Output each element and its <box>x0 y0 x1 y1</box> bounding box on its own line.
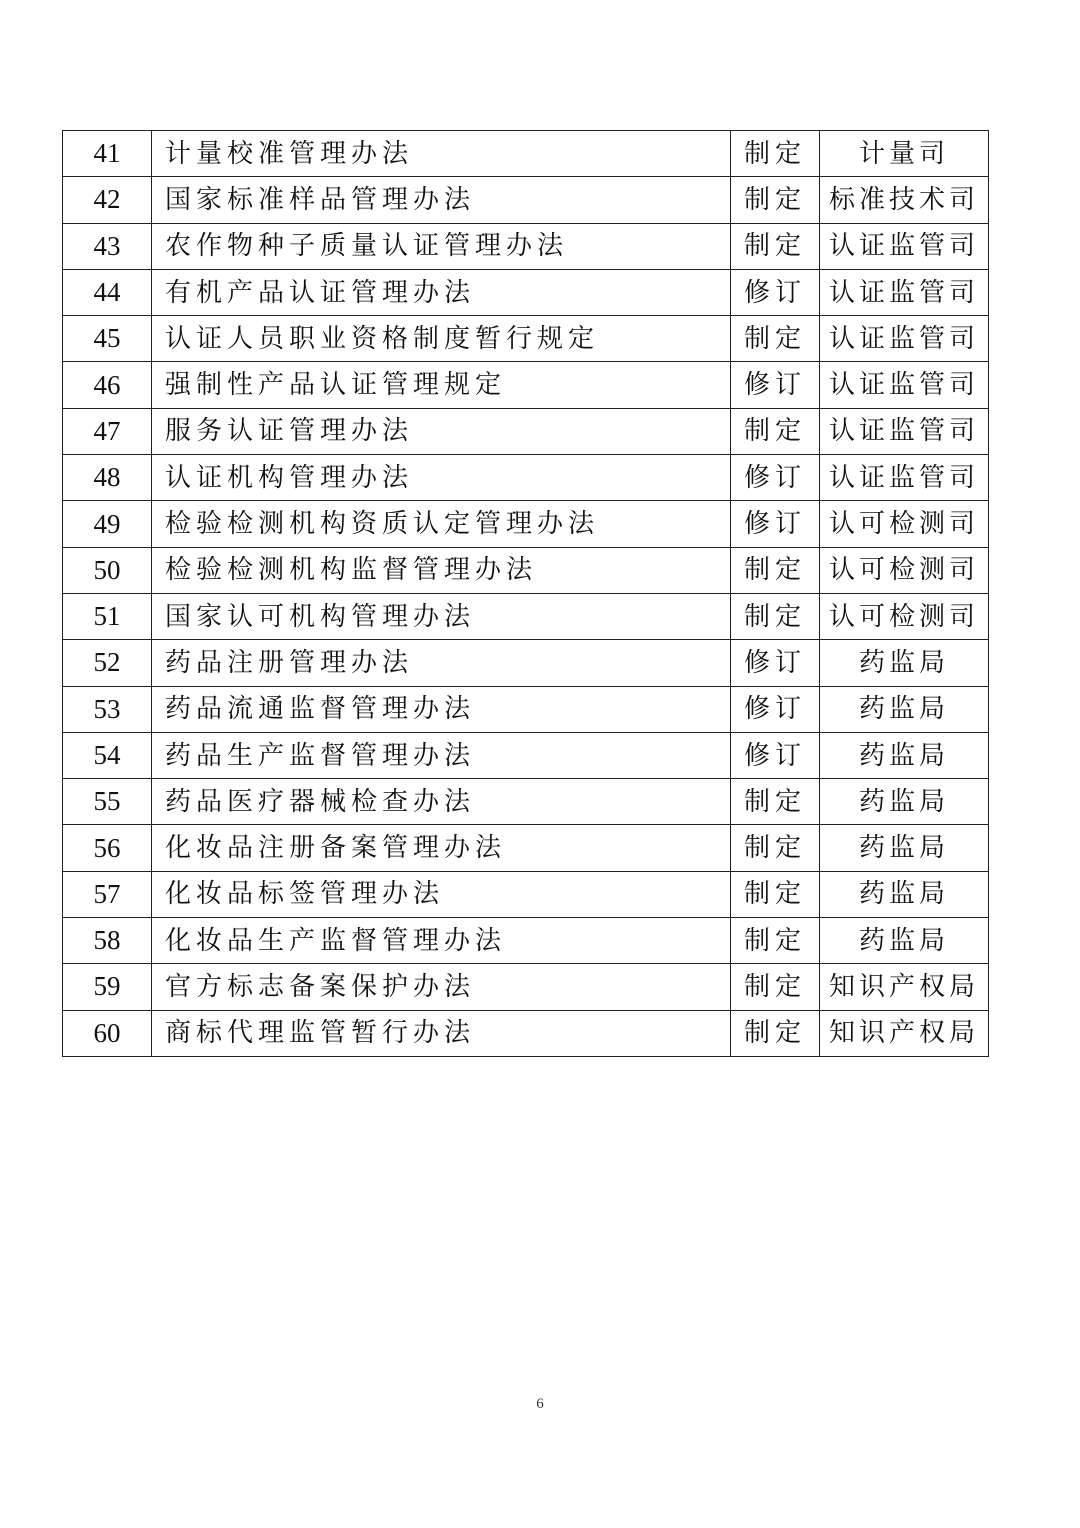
department-cell: 认可检测司 <box>820 547 989 593</box>
regulation-name-cell: 计量校准管理办法 <box>152 131 731 177</box>
table-row <box>63 269 989 315</box>
action-type-cell: 制定 <box>731 316 820 362</box>
regulation-name-cell: 认证人员职业资格制度暂行规定 <box>152 316 731 362</box>
regulation-name-cell: 药品注册管理办法 <box>152 640 731 686</box>
table-row <box>63 547 989 593</box>
table-row <box>63 871 989 917</box>
department-cell: 药监局 <box>820 686 989 732</box>
table-row <box>63 732 989 778</box>
table-row <box>63 455 989 501</box>
action-type-cell: 修订 <box>731 269 820 315</box>
table-row <box>63 640 989 686</box>
action-type-cell: 制定 <box>731 1010 820 1056</box>
department-cell: 计量司 <box>820 131 989 177</box>
department-cell: 认证监管司 <box>820 223 989 269</box>
action-type-cell: 制定 <box>731 825 820 871</box>
regulation-name-cell: 国家认可机构管理办法 <box>152 593 731 639</box>
page-number: 6 <box>536 1396 544 1412</box>
department-cell: 认证监管司 <box>820 455 989 501</box>
table-row <box>63 825 989 871</box>
regulation-name-cell: 官方标志备案保护办法 <box>152 964 731 1010</box>
table-row <box>63 1010 989 1056</box>
department-cell: 认证监管司 <box>820 316 989 362</box>
action-type-cell: 修订 <box>731 455 820 501</box>
table-row <box>63 501 989 547</box>
department-cell: 药监局 <box>820 640 989 686</box>
action-type-cell: 修订 <box>731 501 820 547</box>
row-number-cell: 44 <box>63 269 152 315</box>
action-type-cell: 制定 <box>731 131 820 177</box>
regulation-name-cell: 国家标准样品管理办法 <box>152 177 731 223</box>
department-cell: 标准技术司 <box>820 177 989 223</box>
department-cell: 认可检测司 <box>820 501 989 547</box>
department-cell: 药监局 <box>820 732 989 778</box>
row-number-cell: 53 <box>63 686 152 732</box>
action-type-cell: 修订 <box>731 640 820 686</box>
row-number-cell: 47 <box>63 408 152 454</box>
row-number-cell: 43 <box>63 223 152 269</box>
regulations-table <box>62 130 989 1057</box>
table-row <box>63 593 989 639</box>
regulation-name-cell: 检验检测机构资质认定管理办法 <box>152 501 731 547</box>
regulation-name-cell: 农作物种子质量认证管理办法 <box>152 223 731 269</box>
row-number-cell: 45 <box>63 316 152 362</box>
row-number-cell: 57 <box>63 871 152 917</box>
action-type-cell: 制定 <box>731 593 820 639</box>
table-row <box>63 918 989 964</box>
department-cell: 认证监管司 <box>820 362 989 408</box>
table-row <box>63 177 989 223</box>
row-number-cell: 41 <box>63 131 152 177</box>
action-type-cell: 制定 <box>731 223 820 269</box>
regulation-name-cell: 药品医疗器械检查办法 <box>152 779 731 825</box>
regulation-name-cell: 有机产品认证管理办法 <box>152 269 731 315</box>
table-row <box>63 362 989 408</box>
regulation-name-cell: 药品流通监督管理办法 <box>152 686 731 732</box>
regulation-name-cell: 化妆品标签管理办法 <box>152 871 731 917</box>
table-row <box>63 223 989 269</box>
regulation-name-cell: 强制性产品认证管理规定 <box>152 362 731 408</box>
row-number-cell: 56 <box>63 825 152 871</box>
regulation-name-cell: 商标代理监管暂行办法 <box>152 1010 731 1056</box>
table-row <box>63 408 989 454</box>
department-cell: 认证监管司 <box>820 269 989 315</box>
department-cell: 药监局 <box>820 825 989 871</box>
row-number-cell: 59 <box>63 964 152 1010</box>
table-row <box>63 686 989 732</box>
row-number-cell: 58 <box>63 918 152 964</box>
regulation-name-cell: 化妆品生产监督管理办法 <box>152 918 731 964</box>
action-type-cell: 修订 <box>731 732 820 778</box>
action-type-cell: 制定 <box>731 408 820 454</box>
action-type-cell: 制定 <box>731 964 820 1010</box>
department-cell: 药监局 <box>820 779 989 825</box>
row-number-cell: 51 <box>63 593 152 639</box>
action-type-cell: 制定 <box>731 547 820 593</box>
regulation-name-cell: 药品生产监督管理办法 <box>152 732 731 778</box>
department-cell: 知识产权局 <box>820 1010 989 1056</box>
department-cell: 药监局 <box>820 918 989 964</box>
action-type-cell: 制定 <box>731 918 820 964</box>
table-row <box>63 964 989 1010</box>
row-number-cell: 48 <box>63 455 152 501</box>
row-number-cell: 60 <box>63 1010 152 1056</box>
row-number-cell: 49 <box>63 501 152 547</box>
table-row <box>63 316 989 362</box>
department-cell: 药监局 <box>820 871 989 917</box>
table-row <box>63 779 989 825</box>
table-row <box>63 131 989 177</box>
department-cell: 认证监管司 <box>820 408 989 454</box>
department-cell: 认可检测司 <box>820 593 989 639</box>
regulation-name-cell: 认证机构管理办法 <box>152 455 731 501</box>
action-type-cell: 修订 <box>731 362 820 408</box>
regulations-table-body <box>63 131 989 1057</box>
action-type-cell: 制定 <box>731 871 820 917</box>
row-number-cell: 50 <box>63 547 152 593</box>
row-number-cell: 52 <box>63 640 152 686</box>
regulation-name-cell: 检验检测机构监督管理办法 <box>152 547 731 593</box>
action-type-cell: 修订 <box>731 686 820 732</box>
action-type-cell: 制定 <box>731 779 820 825</box>
regulation-name-cell: 服务认证管理办法 <box>152 408 731 454</box>
department-cell: 知识产权局 <box>820 964 989 1010</box>
row-number-cell: 42 <box>63 177 152 223</box>
row-number-cell: 46 <box>63 362 152 408</box>
row-number-cell: 55 <box>63 779 152 825</box>
regulation-name-cell: 化妆品注册备案管理办法 <box>152 825 731 871</box>
action-type-cell: 制定 <box>731 177 820 223</box>
row-number-cell: 54 <box>63 732 152 778</box>
